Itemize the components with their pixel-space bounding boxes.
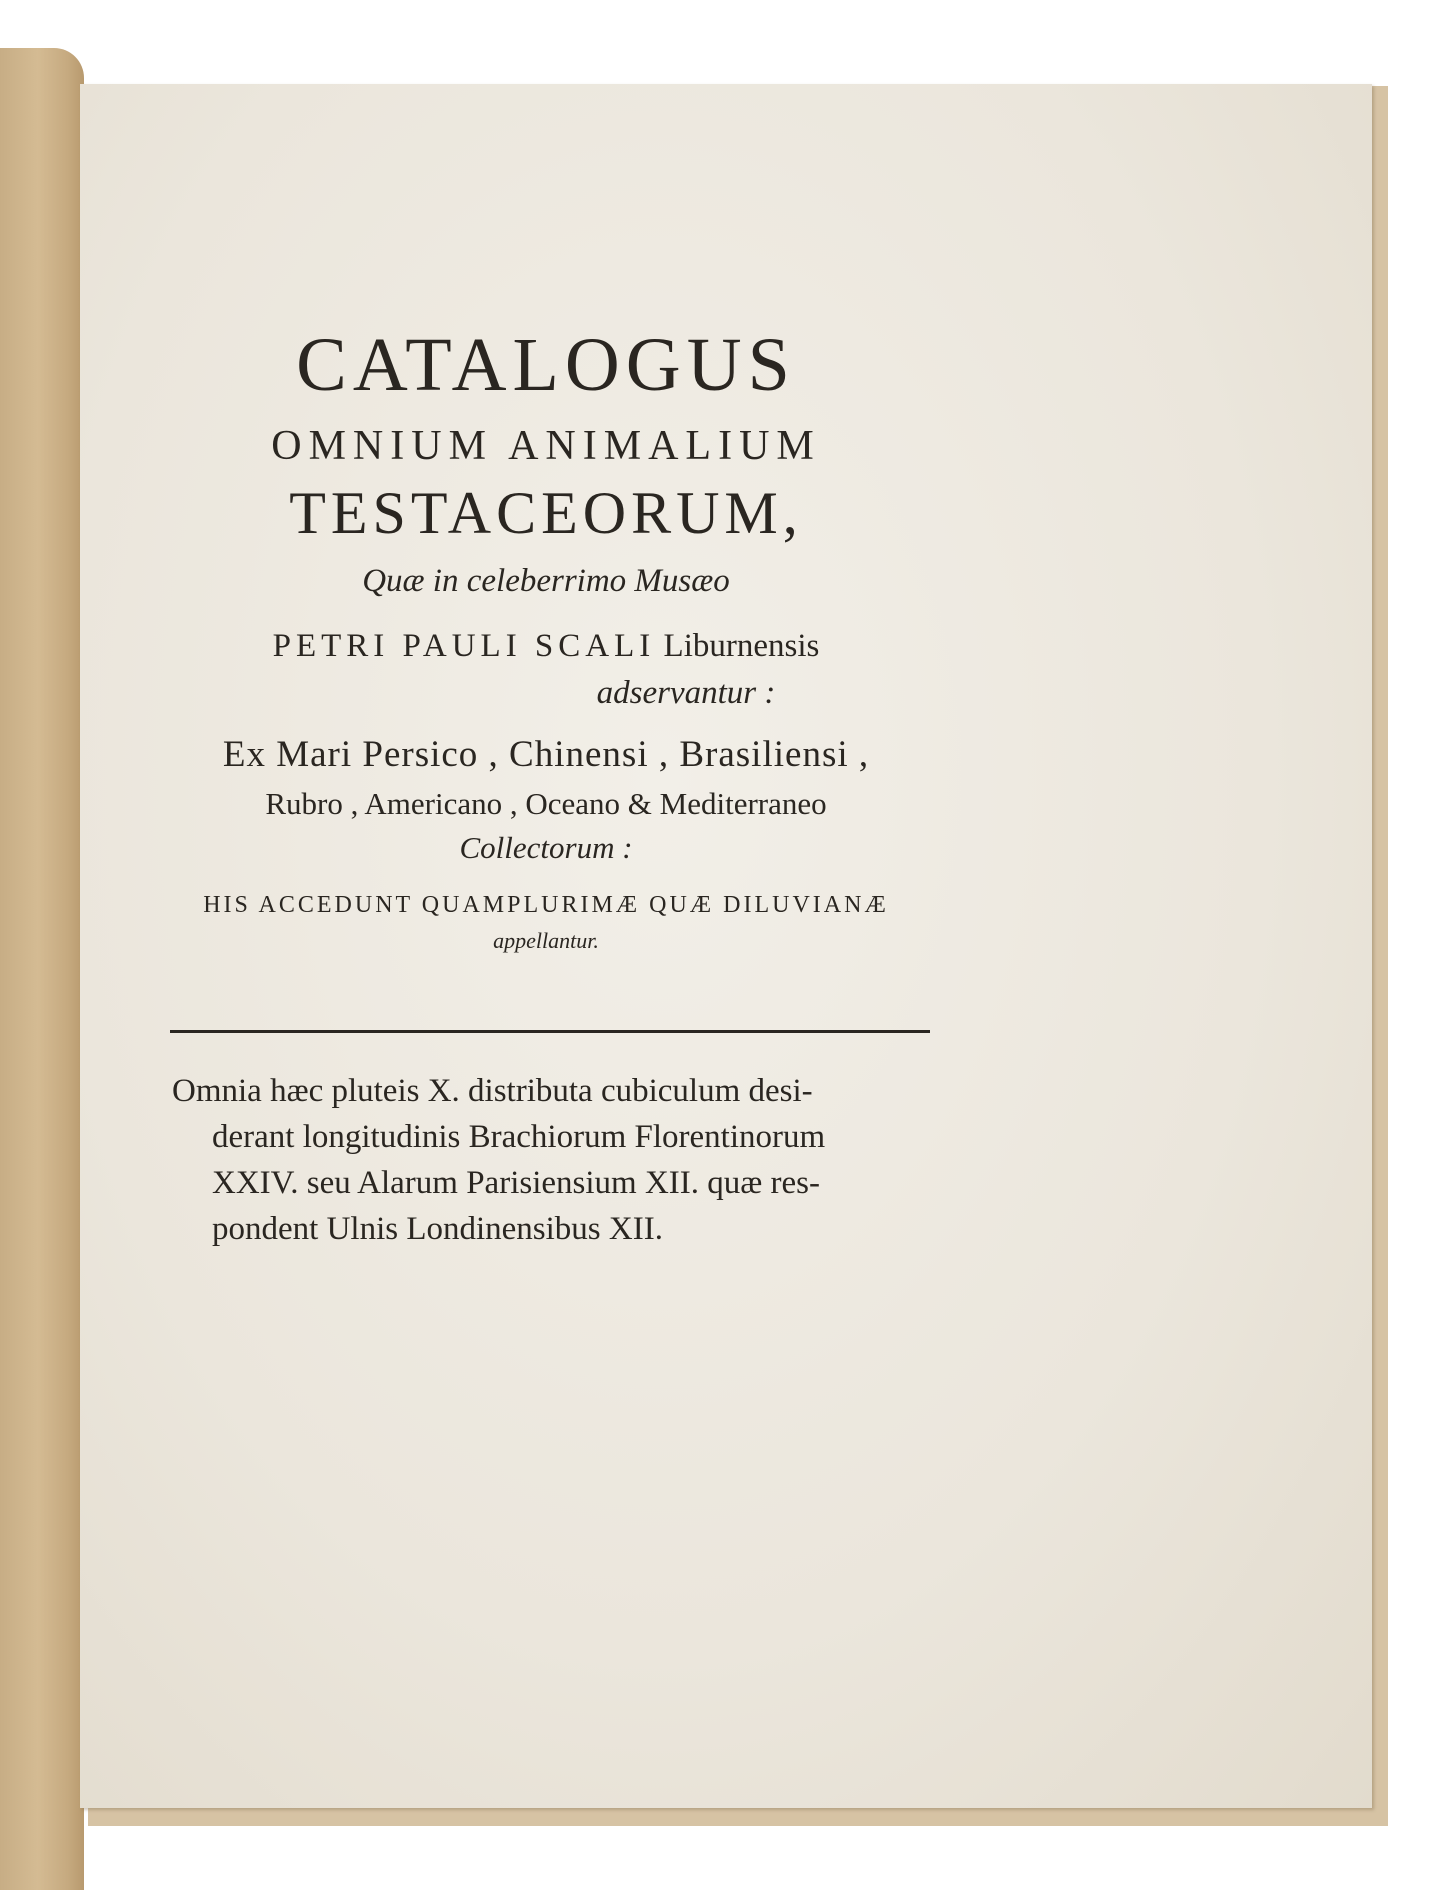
description-line-3: XXIV. seu Alarum Parisiensium XII. quæ res- bbox=[212, 1165, 820, 1201]
museum-line: Quæ in celeberrimo Musæo bbox=[362, 563, 730, 599]
owner-origin: Liburnensis bbox=[663, 628, 820, 664]
description-paragraph bbox=[172, 1068, 942, 1252]
addendum-line-1: HIS ACCEDUNT QUAMPLURIMÆ QUÆ DILUVIANÆ bbox=[203, 892, 889, 918]
paper-wrapper-edge bbox=[0, 48, 84, 1890]
collected-line: Collectorum : bbox=[459, 830, 633, 865]
seas-line-1: Ex Mari Persico , Chinensi , Brasiliensi , bbox=[222, 734, 870, 775]
horizontal-rule bbox=[170, 1030, 930, 1033]
owner-name: PETRI PAULI SCALI bbox=[272, 628, 656, 664]
preserved-line: adservantur : bbox=[596, 675, 776, 711]
description-line-1: Omnia hæc pluteis X. distributa cubiculum desi- bbox=[172, 1073, 813, 1109]
subtitle-line-2: TESTACEORUM, bbox=[289, 480, 803, 546]
main-title: CATALOGUS bbox=[296, 323, 796, 407]
description-line-4: pondent Ulnis Londinensibus XII. bbox=[212, 1211, 663, 1247]
seas-line-2: Rubro , Americano , Oceano & Mediterraneo bbox=[265, 786, 827, 821]
title-block bbox=[156, 320, 936, 956]
description-line-2: derant longitudinis Brachiorum Florentinorum bbox=[212, 1119, 826, 1155]
addendum-line-2: appellantur. bbox=[493, 928, 599, 953]
subtitle-line-1: OMNIUM ANIMALIUM bbox=[271, 423, 821, 469]
owner-line bbox=[156, 620, 936, 672]
